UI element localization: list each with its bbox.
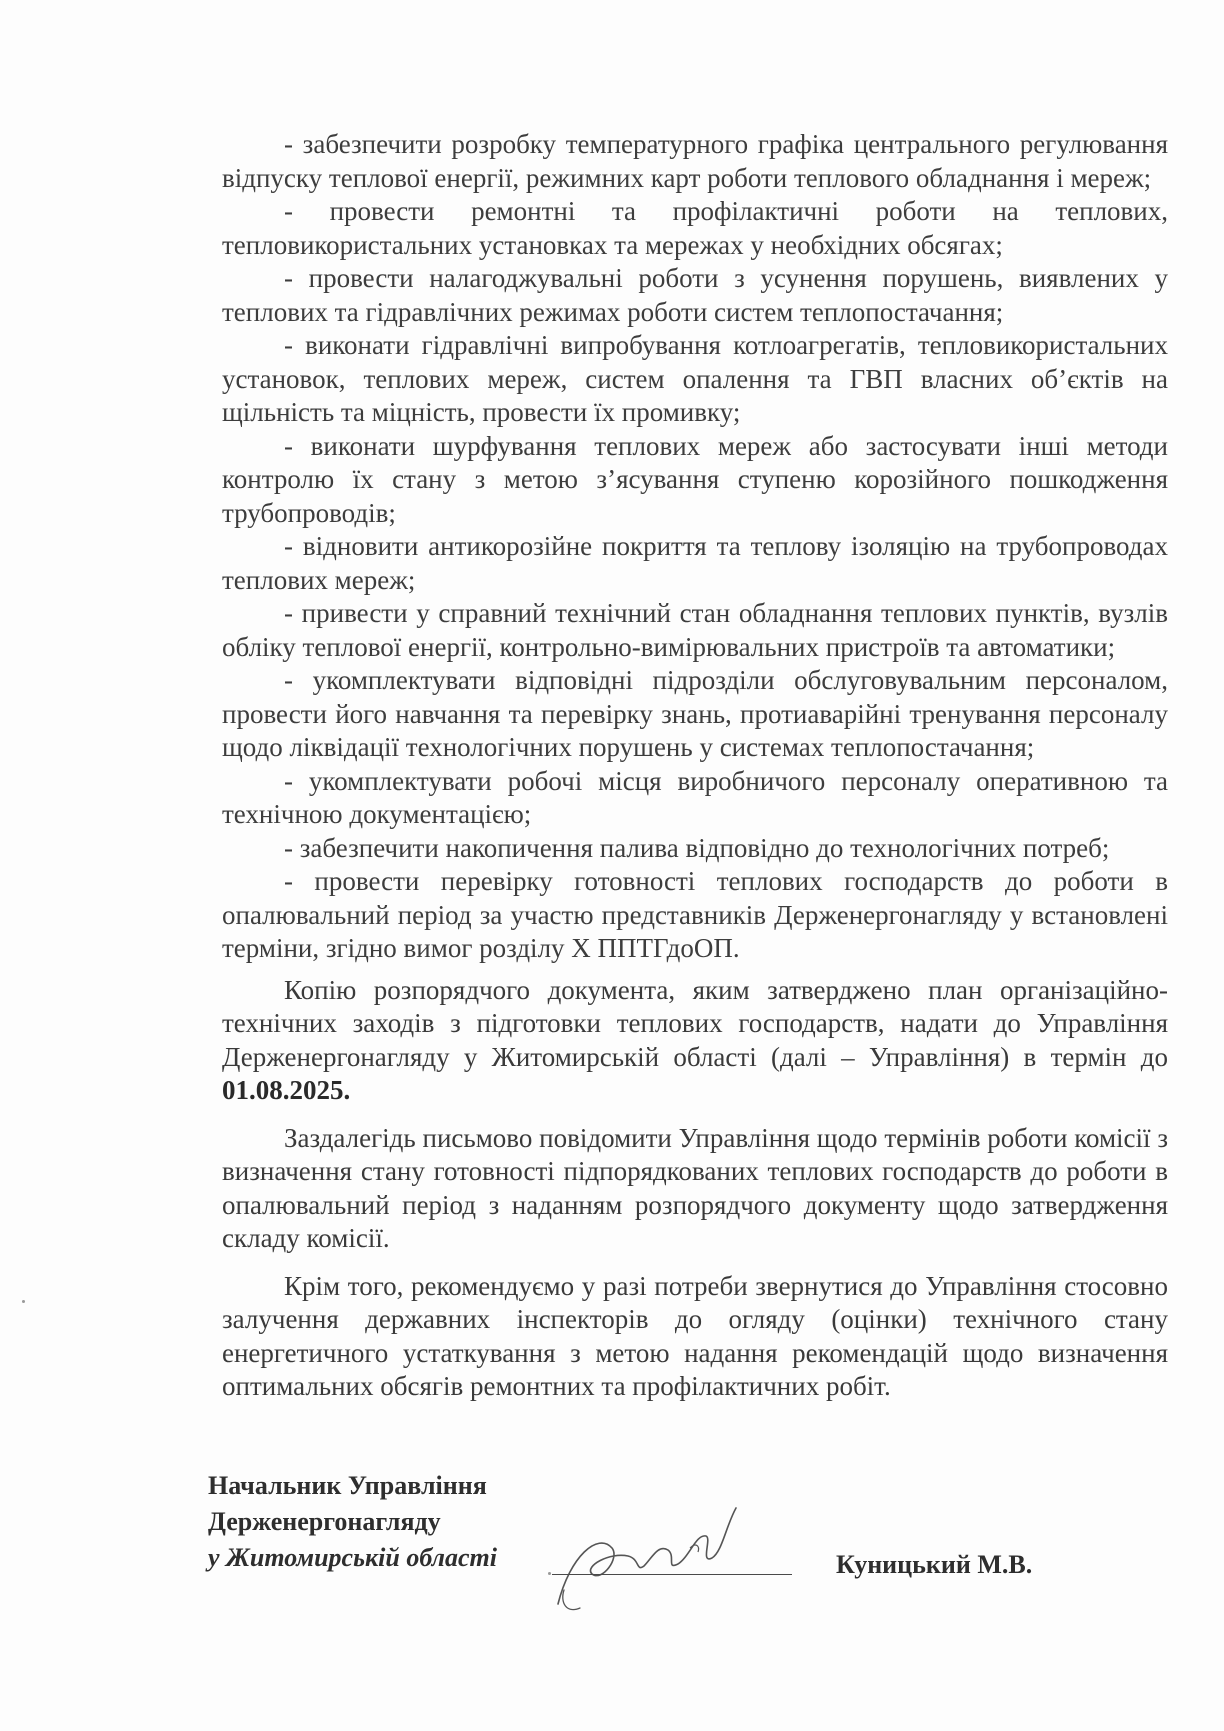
signatory-position <box>208 1468 497 1576</box>
paragraph-copy <box>222 974 1168 1108</box>
position-line-3: у Житомирській області <box>208 1543 497 1572</box>
list-item: - забезпечити розробку температурного графіка центрального регулювання відпуску теплової енергії, режимних карт роботи теплового обладнання і мереж; <box>222 129 1168 193</box>
signer-name: Куницький М.В. <box>836 1550 1033 1579</box>
list-item: - провести перевірку готовності теплових господарств до роботи в опалювальний період за участю представників Держенергонагляду у встановлені терміни, згідно вимог розділу X ППТГдоОП. <box>222 866 1168 963</box>
signature-line <box>552 1574 792 1575</box>
document-body <box>222 128 1168 1404</box>
paragraph-notify: Заздалегідь письмово повідомити Управління щодо термінів роботи комісії з визначення стану готовності підпорядкованих теплових господарств до роботи в опалювальний період з наданням розпорядчого документу щодо затвердження складу комісії. <box>222 1122 1168 1253</box>
list-item: - провести налагоджувальні роботи з усунення порушень, виявлених у теплових та гідравлічних режимах роботи систем теплопостачання; <box>222 263 1168 327</box>
list-item: - привести у справний технічний стан обладнання теплових пунктів, вузлів обліку теплової енергії, контрольно-вимірювальних пристроїв та автоматики; <box>222 598 1168 662</box>
position-line-1: Начальник Управління <box>208 1471 487 1500</box>
position-line-2: Держенергонагляду <box>208 1507 441 1536</box>
paragraph-recommend: Крім того, рекомендуємо у разі потреби звернутися до Управління стосовно залучення державних інспекторів до огляду (оцінки) технічного стану енергетичного устаткування з метою надання рекомендацій щодо визначення оптимальних обсягів ремонтних та профілактичних робіт. <box>222 1270 1168 1401</box>
list-item: - укомплектувати робочі місця виробничого персоналу оперативною та технічною документацією; <box>222 765 1168 829</box>
list-item: - укомплектувати відповідні підрозділи обслуговувальним персоналом, провести його навчання та перевірку знань, протиаварійні тренування персоналу щодо ліквідації технологічних порушень у системах теплопостачання; <box>222 665 1168 762</box>
scan-speck <box>22 1300 25 1303</box>
list-item: - забезпечити накопичення палива відповідно до технологічних потреб; <box>284 832 1110 863</box>
list-item: - виконати гідравлічні випробування котлоагрегатів, тепловикористальних установок, теплових мереж, систем опалення та ГВП власних об’єктів на щільність та міцність, провести їх промивку; <box>222 330 1168 427</box>
deadline-date: 01.08.2025. <box>222 1075 351 1105</box>
scan-speck <box>548 1572 551 1575</box>
list-item: - відновити антикорозійне покриття та теплову ізоляцію на трубопроводах теплових мереж; <box>222 531 1168 595</box>
paragraph-copy-text: Копію розпорядчого документа, яким затверджено план організаційно-технічних заходів з підготовки теплових господарств, надати до Управління Держенергонагляду у Житомирській області (далі – Управління) в термін до <box>222 974 1168 1072</box>
list-item: - виконати шурфування теплових мереж або застосувати інші методи контролю їх стану з метою з’ясування ступеню корозійного пошкодження трубопроводів; <box>222 430 1168 528</box>
list-item: - провести ремонтні та профілактичні роботи на теплових, тепловикористальних установках та мережах у необхідних обсягах; <box>222 196 1168 260</box>
handwritten-signature-icon <box>540 1486 750 1616</box>
